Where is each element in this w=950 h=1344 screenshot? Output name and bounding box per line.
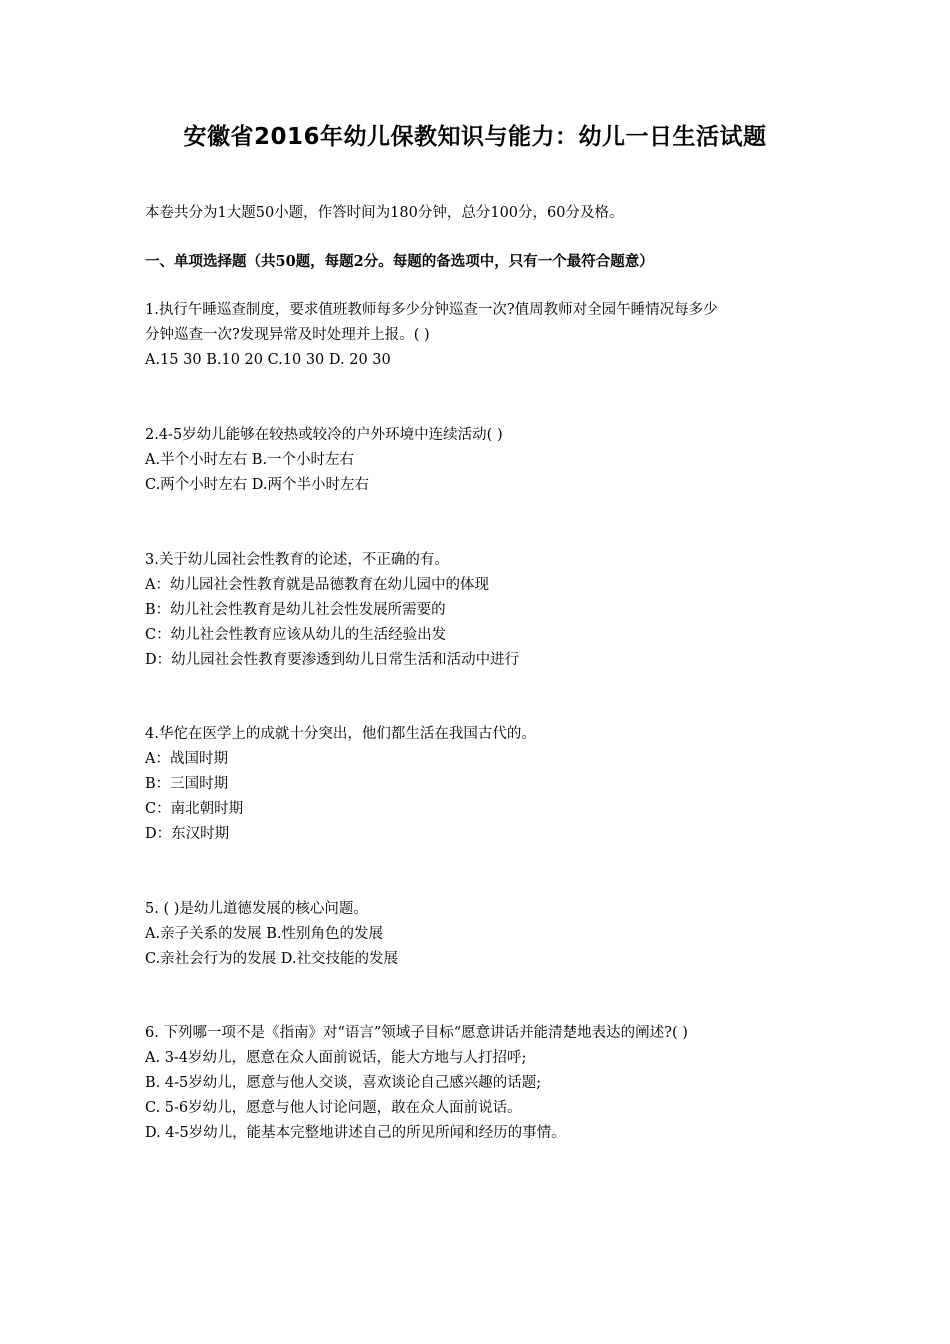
question-4-option-c: C：南北朝时期 xyxy=(145,801,244,817)
question-1 xyxy=(145,298,815,373)
exam-intro: 本卷共分为1大题50小题，作答时间为180分钟，总分100分，60分及格。 xyxy=(145,205,624,221)
question-3-stem: 3.关于幼儿园社会性教育的论述，不正确的有。 xyxy=(145,552,449,568)
question-4-option-a: A：战国时期 xyxy=(145,751,228,767)
document-title: 安徽省2016年幼儿保教知识与能力：幼儿一日生活试题 xyxy=(183,124,767,150)
question-2-stem: 2.4-5岁幼儿能够在较热或较冷的户外环境中连续活动( ) xyxy=(145,427,503,443)
question-1-stem: 1.执行午睡巡查制度，要求值班教师每多少分钟巡查一次?值周教师对全园午睡情况每多少 xyxy=(145,302,718,318)
question-6-stem: 6. 下列哪一项不是《指南》对“语言”领域子目标“愿意讲话并能清楚地表达的阐述?( ) xyxy=(145,1025,688,1041)
section-heading: 一、单项选择题（共50题，每题2分。每题的备选项中，只有一个最符合题意） xyxy=(145,253,654,270)
question-6 xyxy=(145,1021,815,1146)
question-3-option-d: D：幼儿园社会性教育要渗透到幼儿日常生活和活动中进行 xyxy=(145,652,520,668)
question-2-options-cd: C.两个小时左右 D.两个半小时左右 xyxy=(145,477,370,493)
question-6-option-c: C. 5-6岁幼儿，愿意与他人讨论问题，敢在众人面前说话。 xyxy=(145,1100,522,1116)
question-3-option-b: B：幼儿社会性教育是幼儿社会性发展所需要的 xyxy=(145,602,446,618)
question-5 xyxy=(145,897,815,972)
question-6-option-b: B. 4-5岁幼儿，愿意与他人交谈，喜欢谈论自己感兴趣的话题; xyxy=(145,1075,542,1091)
question-3-option-c: C：幼儿社会性教育应该从幼儿的生活经验出发 xyxy=(145,627,447,643)
question-3-option-a: A：幼儿园社会性教育就是品德教育在幼儿园中的体现 xyxy=(145,577,489,593)
question-6-option-d: D. 4-5岁幼儿，能基本完整地讲述自己的所见所闻和经历的事情。 xyxy=(145,1125,566,1141)
question-5-options-ab: A.亲子关系的发展 B.性别角色的发展 xyxy=(145,926,383,942)
question-1-options: A.15 30 B.10 20 C.10 30 D. 20 30 xyxy=(145,352,391,368)
question-4-stem: 4.华佗在医学上的成就十分突出，他们都生活在我国古代的。 xyxy=(145,726,536,742)
question-3 xyxy=(145,548,815,673)
question-5-stem: 5. ( )是幼儿道德发展的核心问题。 xyxy=(145,901,368,917)
question-5-options-cd: C.亲社会行为的发展 D.社交技能的发展 xyxy=(145,951,399,967)
question-4 xyxy=(145,722,815,847)
question-2-options-ab: A.半个小时左右 B.一个小时左右 xyxy=(145,452,354,468)
question-6-option-a: A. 3-4岁幼儿，愿意在众人面前说话，能大方地与人打招呼; xyxy=(145,1050,527,1066)
question-2 xyxy=(145,423,815,498)
question-4-option-b: B：三国时期 xyxy=(145,776,229,792)
question-1-stem-cont: 分钟巡查一次?发现异常及时处理并上报。( ) xyxy=(145,327,430,343)
question-4-option-d: D：东汉时期 xyxy=(145,826,230,842)
